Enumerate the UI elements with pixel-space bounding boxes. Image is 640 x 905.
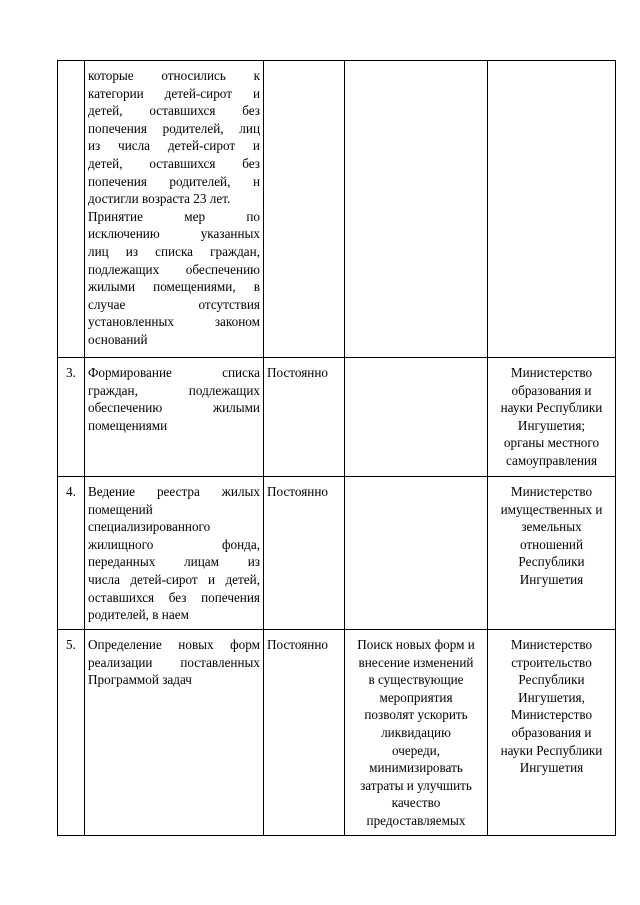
cell-line: Программой задач [88,672,192,688]
cell-line: специализированного [88,519,211,535]
row-number: 3. [58,358,85,477]
cell-line: строительство [511,654,592,670]
cell-line: родителей, в наем [88,607,189,623]
cell-line: самоуправления [505,452,598,468]
task-cell [85,61,264,358]
cell-line: оставшихся без попечения [88,589,260,605]
cell-line: категории детей-сирот и [88,85,260,101]
cell-line: которые относились к [88,68,260,83]
cell-line: науки Республики [500,400,603,416]
cell-line: помещений [88,501,153,517]
table-body [58,61,616,836]
task-cell [85,630,264,836]
executor-cell [488,358,616,477]
cell-line: достигли возраста 23 лет. [88,191,231,207]
cell-line: Ингушетия; [517,417,586,433]
term-cell: Постоянно [264,358,345,477]
cell-line: Министерство [510,637,593,652]
cell-line: очереди, [391,742,441,758]
row-number [58,61,85,358]
task-cell [85,358,264,477]
cell-line: из числа детей-сирот и [88,138,260,154]
cell-line: отношений [519,536,583,552]
cell-line: органы местного [503,435,600,451]
cell-line: попечения родителей, лиц [88,120,260,136]
executor-cell [488,477,616,630]
cell-line: исключению указанных [88,226,260,242]
cell-line: Формирование списка [88,365,260,380]
cell-line: граждан, подлежащих [88,382,260,398]
cell-line: Ингушетия, [518,689,585,705]
cell-line: случае отсутствия [88,296,260,312]
cell-line: Республики [518,672,585,688]
row-number: 4. [58,477,85,630]
cell-line: в существующие [368,672,464,688]
cell-line: Министерство [510,707,593,723]
cell-line: числа детей-сирот и детей, [88,571,260,587]
cell-line: науки Республики [500,742,603,758]
table-row [58,630,616,836]
cell-line: Поиск новых форм и [357,637,475,652]
cell-line: жилищного фонда, [88,536,260,552]
task-cell [85,477,264,630]
row-number: 5. [58,630,85,836]
cell-line: внесение изменений [358,654,474,670]
cell-line: образования и [511,382,592,398]
cell-line: предоставляемых [366,812,466,828]
cell-line: Ингушетия [519,760,584,776]
cell-line: земельных [521,519,582,535]
cell-line: переданных лицам из [88,554,260,570]
cell-line: помещениями [88,417,168,433]
cell-line: попечения родителей, н [88,173,260,189]
cell-line: Министерство [510,365,593,380]
cell-line: детей, оставшихся без [88,155,260,171]
cell-line: позволят ускорить [364,707,468,723]
term-cell: Постоянно [264,630,345,836]
cell-line: жилыми помещениями, в [88,279,260,295]
executor-cell [488,630,616,836]
cell-line: затраты и улучшить [360,777,472,793]
program-table [57,60,616,836]
cell-line: Республики [518,554,585,570]
result-cell [345,358,488,477]
table-row [58,358,616,477]
cell-line: качество [391,795,441,811]
cell-line: лиц из списка граждан, [88,243,260,259]
cell-line: ликвидацию [381,724,451,740]
cell-line: мероприятия [379,689,453,705]
cell-line: Определение новых форм [88,637,260,652]
cell-line: оснований [88,331,148,347]
table-row [58,477,616,630]
cell-line: минимизировать [369,760,463,776]
table-row [58,61,616,358]
cell-line: Ингушетия [519,571,584,587]
executor-cell [488,61,616,358]
cell-line: обеспечению жилыми [88,400,260,416]
cell-line: образования и [511,724,592,740]
cell-line: Ведение реестра жилых [88,484,260,499]
cell-line: детей, оставшихся без [88,103,260,119]
term-cell: Постоянно [264,477,345,630]
cell-line: подлежащих обеспечению [88,261,260,277]
result-cell [345,630,488,836]
cell-line: Принятие мер по [88,208,260,224]
result-cell [345,61,488,358]
result-cell [345,477,488,630]
cell-line: имущественных и [500,501,603,517]
cell-line: реализации поставленных [88,654,260,670]
cell-line: Министерство [510,484,593,499]
cell-line: установленных законом [88,314,260,330]
term-cell [264,61,345,358]
